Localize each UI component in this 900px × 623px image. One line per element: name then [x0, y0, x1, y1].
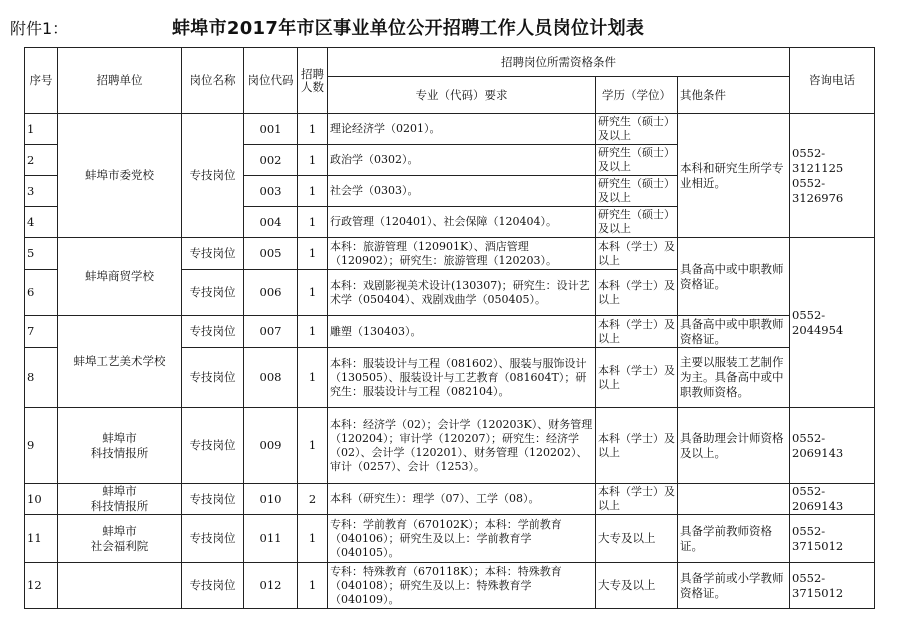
cell-count: 1 [298, 207, 328, 238]
cell-major: 专科：学前教育（670102K）；本科：学前教育（040106）；研究生及以上：学前教育学（040105）。 [328, 515, 596, 563]
attachment-label: 附件1： [10, 19, 69, 38]
cell-code: 004 [244, 207, 298, 238]
cell-code: 009 [244, 408, 298, 484]
cell-seq: 5 [25, 238, 58, 270]
cell-major: 雕塑（130403）。 [328, 316, 596, 348]
cell-phone: 0552-2044954 [790, 238, 875, 408]
header-unit: 招聘单位 [58, 48, 182, 114]
cell-unit: 蚌埠市 科技情报所 [58, 484, 182, 515]
table-row [25, 408, 875, 484]
cell-count: 1 [298, 316, 328, 348]
cell-unit: 蚌埠工艺美术学校 [58, 316, 182, 408]
cell-seq: 11 [25, 515, 58, 563]
cell-phone: 0552-2069143 [790, 408, 875, 484]
cell-count: 1 [298, 145, 328, 176]
cell-seq: 10 [25, 484, 58, 515]
cell-other: 本科和研究生所学专业相近。 [678, 114, 790, 238]
cell-count: 1 [298, 408, 328, 484]
cell-code: 002 [244, 145, 298, 176]
cell-post: 专技岗位 [182, 515, 244, 563]
cell-education: 本科（学士）及以上 [596, 484, 678, 515]
header-post: 岗位名称 [182, 48, 244, 114]
cell-seq: 9 [25, 408, 58, 484]
table-row [25, 484, 875, 515]
cell-post: 专技岗位 [182, 563, 244, 609]
cell-seq: 12 [25, 563, 58, 609]
cell-post: 专技岗位 [182, 484, 244, 515]
cell-education: 本科（学士）及以上 [596, 348, 678, 408]
cell-post: 专技岗位 [182, 238, 244, 270]
table-row [25, 114, 875, 145]
cell-unit: 蚌埠市 社会福利院 [58, 515, 182, 563]
cell-code: 012 [244, 563, 298, 609]
cell-major: 本科：戏剧影视美术设计(130307)；研究生：设计艺术学（050404）、戏剧戏曲学（050405）。 [328, 270, 596, 316]
cell-seq: 7 [25, 316, 58, 348]
table-row [25, 238, 875, 270]
cell-education: 本科（学士）及以上 [596, 238, 678, 270]
cell-major: 本科：经济学（02）；会计学（120203K）、财务管理（120204）；审计学（120207）；研究生：经济学（02）、会计学（120201）、财务管理（120202）、审计（0257）、会计（1253）。 [328, 408, 596, 484]
cell-seq: 8 [25, 348, 58, 408]
header-education: 学历（学位） [596, 77, 678, 114]
header-count: 招聘人数 [298, 48, 328, 114]
table-row [25, 316, 875, 348]
cell-seq: 1 [25, 114, 58, 145]
cell-code: 007 [244, 316, 298, 348]
cell-other: 具备学前或小学教师资格证。 [678, 563, 790, 609]
cell-major: 行政管理（120401）、社会保障（120404）。 [328, 207, 596, 238]
cell-post: 专技岗位 [182, 316, 244, 348]
cell-seq: 3 [25, 176, 58, 207]
cell-code: 003 [244, 176, 298, 207]
cell-major: 本科（研究生）：理学（07）、工学（08）。 [328, 484, 596, 515]
table-row [25, 515, 875, 563]
header-code: 岗位代码 [244, 48, 298, 114]
cell-unit: 蚌埠商贸学校 [58, 238, 182, 316]
cell-education: 大专及以上 [596, 563, 678, 609]
cell-count: 2 [298, 484, 328, 515]
cell-major: 政治学（0302）。 [328, 145, 596, 176]
cell-phone: 0552-3121125 0552-3126976 [790, 114, 875, 238]
cell-seq: 4 [25, 207, 58, 238]
cell-major: 本科：旅游管理（120901K）、酒店管理（120902）；研究生：旅游管理（120203）。 [328, 238, 596, 270]
cell-unit [58, 563, 182, 609]
cell-phone: 0552-2069143 [790, 484, 875, 515]
cell-post: 专技岗位 [182, 408, 244, 484]
header-other: 其他条件 [678, 77, 790, 114]
header-seq: 序号 [25, 48, 58, 114]
recruitment-table [24, 47, 875, 609]
cell-major: 理论经济学（0201）。 [328, 114, 596, 145]
cell-education: 本科（学士）及以上 [596, 316, 678, 348]
cell-education: 研究生（硕士）及以上 [596, 207, 678, 238]
cell-count: 1 [298, 270, 328, 316]
cell-phone: 0552-3715012 [790, 515, 875, 563]
cell-count: 1 [298, 348, 328, 408]
cell-unit: 蚌埠市 科技情报所 [58, 408, 182, 484]
cell-count: 1 [298, 176, 328, 207]
table-row [25, 563, 875, 609]
cell-code: 006 [244, 270, 298, 316]
cell-major: 社会学（0303）。 [328, 176, 596, 207]
cell-phone: 0552-3715012 [790, 563, 875, 609]
cell-post: 专技岗位 [182, 348, 244, 408]
cell-education: 研究生（硕士）及以上 [596, 176, 678, 207]
cell-code: 010 [244, 484, 298, 515]
cell-count: 1 [298, 114, 328, 145]
cell-other: 具备高中或中职教师资格证。 [678, 316, 790, 348]
cell-unit: 蚌埠市委党校 [58, 114, 182, 238]
cell-code: 011 [244, 515, 298, 563]
header-major: 专业（代码）要求 [328, 77, 596, 114]
cell-code: 008 [244, 348, 298, 408]
cell-other: 具备学前教师资格证。 [678, 515, 790, 563]
header-phone: 咨询电话 [790, 48, 875, 114]
cell-post: 专技岗位 [182, 270, 244, 316]
cell-seq: 6 [25, 270, 58, 316]
cell-other [678, 484, 790, 515]
cell-other: 具备助理会计师资格及以上。 [678, 408, 790, 484]
cell-major: 本科：服装设计与工程（081602）、服装与服饰设计（130505）、服装设计与工艺教育（081604T）；研究生：服装设计与工程（082104）。 [328, 348, 596, 408]
cell-post: 专技岗位 [182, 114, 244, 238]
cell-count: 1 [298, 238, 328, 270]
cell-seq: 2 [25, 145, 58, 176]
header-qualifications: 招聘岗位所需资格条件 [328, 48, 790, 77]
cell-education: 本科（学士）及以上 [596, 408, 678, 484]
cell-code: 005 [244, 238, 298, 270]
cell-major: 专科：特殊教育（670118K）；本科：特殊教育（040108）；研究生及以上：特殊教育学（040109）。 [328, 563, 596, 609]
cell-count: 1 [298, 563, 328, 609]
cell-code: 001 [244, 114, 298, 145]
cell-education: 大专及以上 [596, 515, 678, 563]
page-title: 蚌埠市2017年市区事业单位公开招聘工作人员岗位计划表 [172, 18, 645, 39]
cell-education: 研究生（硕士）及以上 [596, 114, 678, 145]
cell-education: 研究生（硕士）及以上 [596, 145, 678, 176]
cell-count: 1 [298, 515, 328, 563]
cell-other: 主要以服装工艺制作为主。具备高中或中职教师资格。 [678, 348, 790, 408]
cell-other: 具备高中或中职教师资格证。 [678, 238, 790, 316]
cell-education: 本科（学士）及以上 [596, 270, 678, 316]
